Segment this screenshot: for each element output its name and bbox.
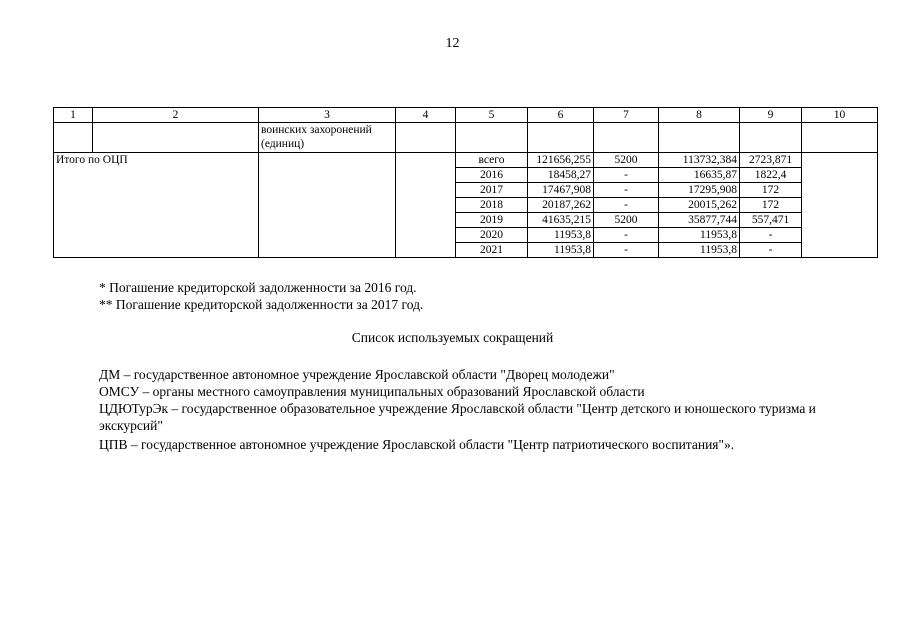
header-cell: 5 (456, 108, 528, 123)
value-cell: 41635,215 (528, 213, 594, 228)
indicator-cell: воинских захоронений (единиц) (259, 123, 396, 153)
value-cell: 5200 (594, 153, 659, 168)
header-cell: 9 (740, 108, 802, 123)
value-cell: 35877,744 (659, 213, 740, 228)
header-cell: 1 (54, 108, 93, 123)
value-cell: 557,471 (740, 213, 802, 228)
period-cell: 2021 (456, 243, 528, 258)
abbreviation-item: ОМСУ – органы местного самоуправления муниципальных образований Ярославской области (99, 384, 645, 399)
table-row (54, 153, 878, 168)
value-cell: 172 (740, 198, 802, 213)
value-cell: 1822,4 (740, 168, 802, 183)
period-cell: всего (456, 153, 528, 168)
table-header-row (54, 108, 878, 123)
header-cell: 7 (594, 108, 659, 123)
header-cell: 10 (802, 108, 878, 123)
period-cell: 2016 (456, 168, 528, 183)
period-cell: 2020 (456, 228, 528, 243)
period-cell: 2019 (456, 213, 528, 228)
value-cell: 20015,262 (659, 198, 740, 213)
footnote: ** Погашение кредиторской задолженности за 2017 год. (99, 297, 424, 312)
value-cell: 18458,27 (528, 168, 594, 183)
value-cell: - (594, 168, 659, 183)
abbreviation-item: ЦПВ – государственное автономное учреждение Ярославской области "Центр патриотического воспитания"». (99, 437, 735, 452)
value-cell: - (594, 198, 659, 213)
value-cell: 20187,262 (528, 198, 594, 213)
value-cell: 17295,908 (659, 183, 740, 198)
header-cell: 2 (93, 108, 259, 123)
value-cell: 17467,908 (528, 183, 594, 198)
value-cell: 11953,8 (659, 243, 740, 258)
period-cell: 2018 (456, 198, 528, 213)
value-cell: 11953,8 (528, 243, 594, 258)
value-cell: 11953,8 (528, 228, 594, 243)
value-cell: - (740, 243, 802, 258)
header-cell: 6 (528, 108, 594, 123)
abbreviations-heading: Список используемых сокращений (351, 330, 554, 345)
period-cell: 2017 (456, 183, 528, 198)
abbreviation-item: ДМ – государственное автономное учреждение Ярославской области "Дворец молодежи" (99, 367, 615, 382)
budget-table (53, 107, 878, 258)
value-cell: 172 (740, 183, 802, 198)
header-cell: 4 (396, 108, 456, 123)
value-cell: - (594, 183, 659, 198)
value-cell: - (594, 243, 659, 258)
footnote: * Погашение кредиторской задолженности за 2016 год. (99, 280, 417, 295)
value-cell: 2723,871 (740, 153, 802, 168)
page-number: 12 (445, 36, 460, 51)
header-cell: 8 (659, 108, 740, 123)
value-cell: 5200 (594, 213, 659, 228)
value-cell: 11953,8 (659, 228, 740, 243)
table-row (54, 123, 878, 153)
header-cell: 3 (259, 108, 396, 123)
value-cell: - (740, 228, 802, 243)
abbreviation-item: ЦДЮТурЭк – государственное образовательное учреждение Ярославской области "Центр детского и юношеского туризма и экскурсий" (99, 401, 816, 433)
total-label: Итого по ОЦП (54, 153, 259, 258)
value-cell: 121656,255 (528, 153, 594, 168)
value-cell: - (594, 228, 659, 243)
value-cell: 113732,384 (659, 153, 740, 168)
value-cell: 16635,87 (659, 168, 740, 183)
